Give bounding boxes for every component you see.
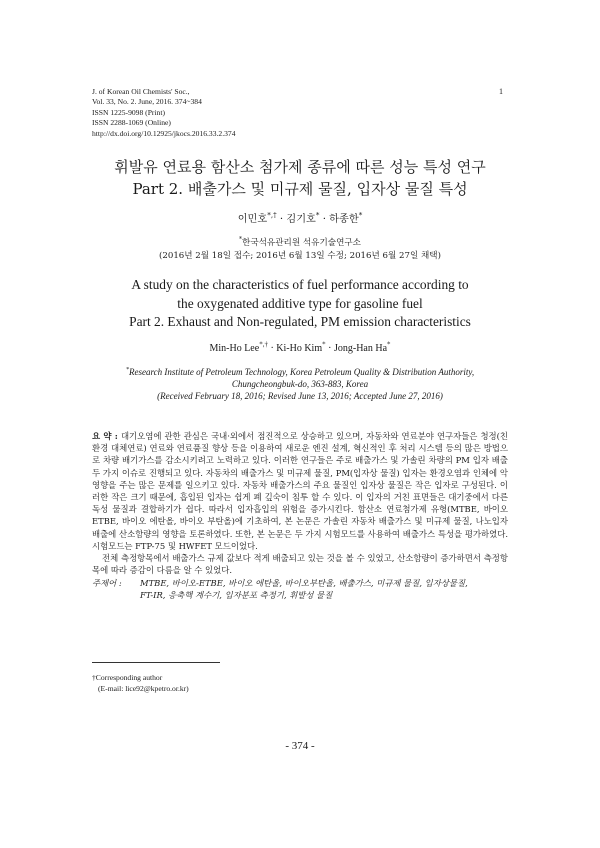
author-separator: · xyxy=(319,214,330,225)
affiliation-en-address: Chungcheongbuk-do, 363-883, Korea xyxy=(231,379,369,390)
abstract-label: 요 약 : xyxy=(92,431,118,441)
author-1-en-mark: *,† xyxy=(259,340,268,349)
author-2-ko-mark: * xyxy=(315,210,320,220)
author-2-en-mark: * xyxy=(322,340,326,349)
korean-affiliation xyxy=(0,237,600,263)
author-separator: · xyxy=(267,343,277,354)
corresponding-author-note: †Corresponding author xyxy=(92,673,163,682)
abstract xyxy=(92,430,508,576)
author-1-ko-mark: *,† xyxy=(267,210,277,220)
received-dates-ko: (2016년 2월 18일 접수; 2016년 6월 13일 수정; 2016년 6월 27일 채택) xyxy=(159,251,441,261)
keywords-label: 주제어 : xyxy=(92,578,122,588)
abstract-text-1: 대기오염에 관한 관심은 국내·외에서 점진적으로 상승하고 있으며, 자동차와 연료분야 연구자들은 청정(친환경 대체연료) 연료와 연료품질 향상 등을 이용하여 새로운 엔진 설계, 혁신적인 후 처리 시스템 등의 많은 방법으로 차량 배기가스를 감소시키려고 노력하고 있다. 이러한 연구들은 주로 배출가스 및 가솔린 차량의 PM 입자 배출 두 가지 이슈로 진행되고 있다. 자동차의 배출가스 및 미규제 물질, PM(입자상 물질) 입자는 환경오염과 인체에 악영향을 주는 많은 문제를 일으키고 있다. 자동차 배출가스의 주요 물질인 입자상 물질은 작은 입자로 구성된다. 이러한 작은 크기 때문에, 흡입된 입자는 쉽게 폐 깊숙이 침투 할 수 있다. 이 입자의 거친 표면들은 대기중에서 다른 독성 물질과 결합하기가 쉽다. 따라서 입자흡입의 위험을 증가시킨다. 함산소 연료첨가제 유형(MTBE, 바이오 ETBE, 바이오 에탄올, 바이오 부탄올)에 기초하여, 본 논문은 가솔린 자동차 배출가스 및 미규제 물질, 나노입자 배출에 산소함량의 영향을 토론하였다. 또한, 본 논문은 두 가지 시험모드를 사용하여 배출가스 특성을 평가하였다. 시험모드는 FTP-75 및 HWFET 모드이었다. xyxy=(92,431,508,551)
author-1-ko: 이민호 xyxy=(237,214,268,225)
corresponding-author-email: (E-mail: lice92@kpetro.or.kr) xyxy=(98,684,189,694)
english-title-line2: the oxygenated additive type for gasoline fuel xyxy=(177,295,423,311)
journal-metadata xyxy=(92,87,236,139)
english-affiliation xyxy=(0,366,600,403)
issn-print: ISSN 1225-9098 (Print) xyxy=(92,107,165,117)
page-number-bottom: - 374 - xyxy=(285,740,315,752)
affiliation-ko-name: 한국석유관리원 석유기술연구소 xyxy=(242,238,361,248)
journal-volume: Vol. 33, No. 2. June, 2016. 374~384 xyxy=(92,97,202,107)
author-2-en: Ki-Ho Kim xyxy=(276,343,323,354)
english-title xyxy=(0,276,600,332)
author-3-en-mark: * xyxy=(387,340,391,349)
korean-title-line1: 휘발유 연료용 함산소 첨가제 종류에 따른 성능 특성 연구 xyxy=(114,158,486,176)
keywords xyxy=(92,577,508,601)
footnote xyxy=(92,672,189,695)
affiliation-ko-mark: * xyxy=(239,236,243,244)
journal-name: J. of Korean Oil Chemists' Soc., xyxy=(92,87,190,96)
english-title-line3: Part 2. Exhaust and Non-regulated, PM emission characteristics xyxy=(129,314,471,330)
author-3-ko-mark: * xyxy=(358,210,363,220)
korean-title-line2: Part 2. 배출가스 및 미규제 물질, 입자상 물질 특성 xyxy=(132,180,468,198)
doi-link[interactable]: http://dx.doi.org/10.12925/jkocs.2016.33.2.374 xyxy=(92,128,236,138)
footnote-divider xyxy=(92,662,220,663)
author-1-en: Min-Ho Lee xyxy=(209,343,260,354)
keywords-line1: MTBE, 바이오-ETBE, 바이오 에탄올, 바이오부탄올, 배출가스, 미규제 물질, 입자상물질, xyxy=(140,578,468,588)
affiliation-en-name: Research Institute of Petroleum Technology, Korea Petroleum Quality & Distribution Authority, xyxy=(129,367,475,377)
english-title-line1: A study on the characteristics of fuel performance according to xyxy=(131,277,469,292)
author-3-ko: 하종한 xyxy=(329,214,359,225)
korean-title xyxy=(0,156,600,200)
author-3-en: Jong-Han Ha xyxy=(333,343,388,354)
issn-online: ISSN 2288-1069 (Online) xyxy=(92,118,171,128)
author-separator: · xyxy=(325,343,334,354)
keywords-line2: FT-IR, 응축핵 계수기, 입자분포 측정기, 휘발성 물질 xyxy=(140,590,333,601)
received-dates-en: (Received February 18, 2016; Revised June 13, 2016; Accepted June 27, 2016) xyxy=(157,391,443,402)
abstract-paragraph-2: 전체 측정항목에서 배출가스 규제 값보다 적게 배출되고 있는 것을 볼 수 있었고, 산소함량이 증가하면서 측정항목에 따라 증감이 다름을 알 수 있었다. xyxy=(92,553,508,576)
page-number-top: 1 xyxy=(499,87,503,96)
author-separator: · xyxy=(276,214,287,225)
author-2-ko: 김기호 xyxy=(286,214,316,225)
affiliation-en-mark: * xyxy=(125,366,129,373)
english-authors xyxy=(0,340,600,354)
korean-authors xyxy=(0,210,600,225)
abstract-paragraph-1 xyxy=(92,430,508,552)
